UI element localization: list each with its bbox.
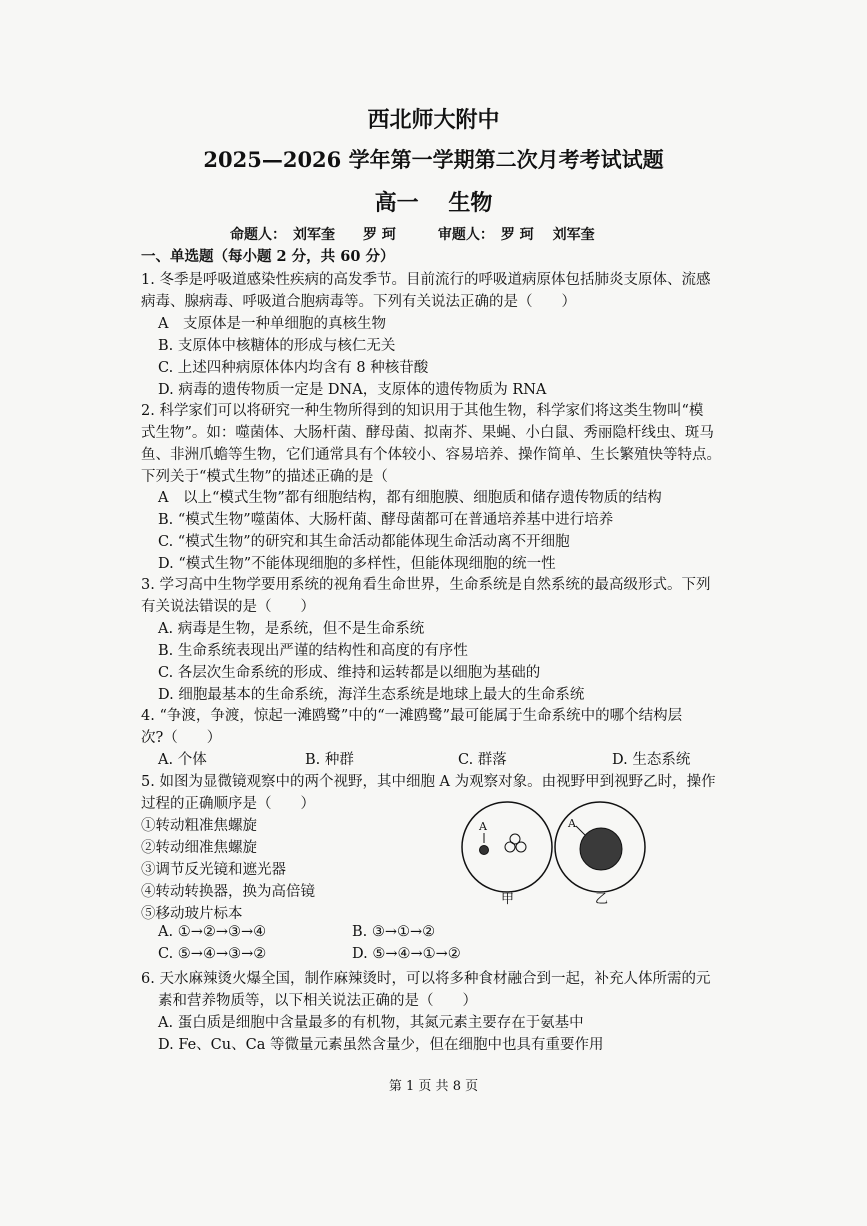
view-label-jia: 甲: [501, 892, 515, 907]
q6-option-d: D. Fe、Cu、Ca 等微量元素虽然含量少，但在细胞中也具有重要作用: [158, 1037, 604, 1053]
q5-stem-line2: 过程的正确顺序是（ ）: [141, 796, 315, 812]
q2-stem-line2: 式生物”。如：噬菌体、大肠杆菌、酵母菌、拟南芥、果蝇、小白鼠、秀丽隐杆线虫、斑马: [141, 425, 714, 441]
q6-stem-line2: 素和营养物质等，以下相关说法正确的是（ ）: [158, 993, 477, 1009]
page-number: 第 1 页 共 8 页: [388, 1079, 479, 1094]
subject-title: 高一 生物: [374, 190, 493, 216]
q5-option-d: D. ⑤→④→①→②: [352, 946, 461, 962]
q3-option-a: A. 病毒是生物，是系统，但不是生命系统: [158, 621, 425, 637]
q4-stem-line2: 次?（ ）: [141, 730, 222, 746]
q4-option-b: B. 种群: [305, 752, 354, 768]
q2-stem-line4: 下列关于“模式生物”的描述正确的是（: [141, 469, 388, 485]
exam-title: 2025—2026 学年第一学期第二次月考考试试题: [203, 147, 664, 172]
q6-option-a: A. 蛋白质是细胞中含量最多的有机物，其氮元素主要存在于氨基中: [158, 1015, 584, 1031]
field-of-view-jia: [462, 802, 552, 892]
cell-a-magnified: [580, 828, 622, 870]
q3-stem-line1: 3. 学习高中生物学要用系统的视角看生命世界，生命系统是自然系统的最高级形式。下列: [141, 577, 711, 593]
q5-option-b: B. ③→①→②: [352, 924, 436, 940]
cell-a-label-jia: A: [479, 820, 487, 833]
q4-stem-line1: 4. “争渡，争渡，惊起一滩鸥鹭”中的“一滩鸥鹭”最可能属于生命系统中的哪个结构层: [141, 708, 683, 724]
cell-a-arrow-yi: [576, 826, 586, 836]
q2-stem-line3: 鱼、非洲爪蟾等生物，它们通常具有个体较小、容易培养、操作简单、生长繁殖快等特点。: [141, 447, 721, 463]
cell-jia-2: [505, 842, 515, 852]
q2-stem-line1: 2. 科学家们可以将研究一种生物所得到的知识用于其他生物，科学家们将这类生物叫“模: [141, 403, 704, 419]
q5-step-5: ⑤移动玻片标本: [141, 906, 243, 922]
microscope-fields-figure: [455, 800, 655, 910]
q5-option-c: C. ⑤→④→③→②: [158, 946, 267, 962]
cell-a-jia: [480, 846, 489, 855]
q2-option-b: B. “模式生物”噬菌体、大肠杆菌、酵母菌都可在普通培养基中进行培养: [158, 512, 614, 528]
q3-option-b: B. 生命系统表现出严谨的结构性和高度的有序性: [158, 643, 468, 659]
q4-option-d: D. 生态系统: [612, 752, 691, 768]
q1-option-b: B. 支原体中核糖体的形成与核仁无关: [158, 338, 396, 354]
view-label-yi: 乙: [595, 892, 609, 907]
q5-stem-line1: 5. 如图为显微镜观察中的两个视野，其中细胞 A 为观察对象。由视野甲到视野乙时，操作: [141, 774, 716, 790]
q5-option-a: A. ①→②→③→④: [158, 924, 267, 940]
authors-line: 命题人： 刘军奎 罗 珂 审题人： 罗 珂 刘军奎: [230, 227, 595, 243]
q4-option-c: C. 群落: [458, 752, 507, 768]
q5-step-3: ③调节反光镜和遮光器: [141, 862, 286, 878]
q3-option-c: C. 各层次生命系统的形成、维持和运转都是以细胞为基础的: [158, 665, 541, 681]
q2-option-d: D. “模式生物”不能体现细胞的多样性，但能体现细胞的统一性: [158, 556, 556, 572]
cell-jia-3: [516, 842, 526, 852]
school-name: 西北师大附中: [367, 107, 500, 133]
q3-stem-line2: 有关说法错误的是（ ）: [141, 599, 315, 615]
q3-option-d: D. 细胞最基本的生命系统，海洋生态系统是地球上最大的生命系统: [158, 687, 585, 703]
q5-step-2: ②转动细准焦螺旋: [141, 840, 257, 856]
q1-option-d: D. 病毒的遗传物质一定是 DNA，支原体的遗传物质为 RNA: [158, 382, 547, 398]
q2-option-c: C. “模式生物”的研究和其生命活动都能体现生命活动离不开细胞: [158, 534, 570, 550]
q6-stem-line1: 6. 天水麻辣烫火爆全国，制作麻辣烫时，可以将多种食材融合到一起，补充人体所需的元: [141, 971, 711, 987]
q1-stem-line1: 1. 冬季是呼吸道感染性疾病的高发季节。目前流行的呼吸道病原体包括肺炎支原体、流感: [141, 272, 711, 288]
q1-stem-line2: 病毒、腺病毒、呼吸道合胞病毒等。下列有关说法正确的是（ ）: [141, 294, 576, 310]
q5-step-1: ①转动粗准焦螺旋: [141, 818, 257, 834]
q1-option-a: A 支原体是一种单细胞的真核生物: [158, 316, 386, 332]
q2-option-a: A 以上“模式生物”都有细胞结构，都有细胞膜、细胞质和储存遗传物质的结构: [158, 490, 662, 506]
section-heading: 一、单选题（每小题 2 分，共 60 分）: [141, 248, 395, 265]
q1-option-c: C. 上述四种病原体体内均含有 8 种核苷酸: [158, 360, 429, 376]
q4-option-a: A. 个体: [158, 752, 207, 768]
cell-a-label-yi: A: [568, 817, 576, 830]
q5-step-4: ④转动转换器，换为高倍镜: [141, 884, 315, 900]
